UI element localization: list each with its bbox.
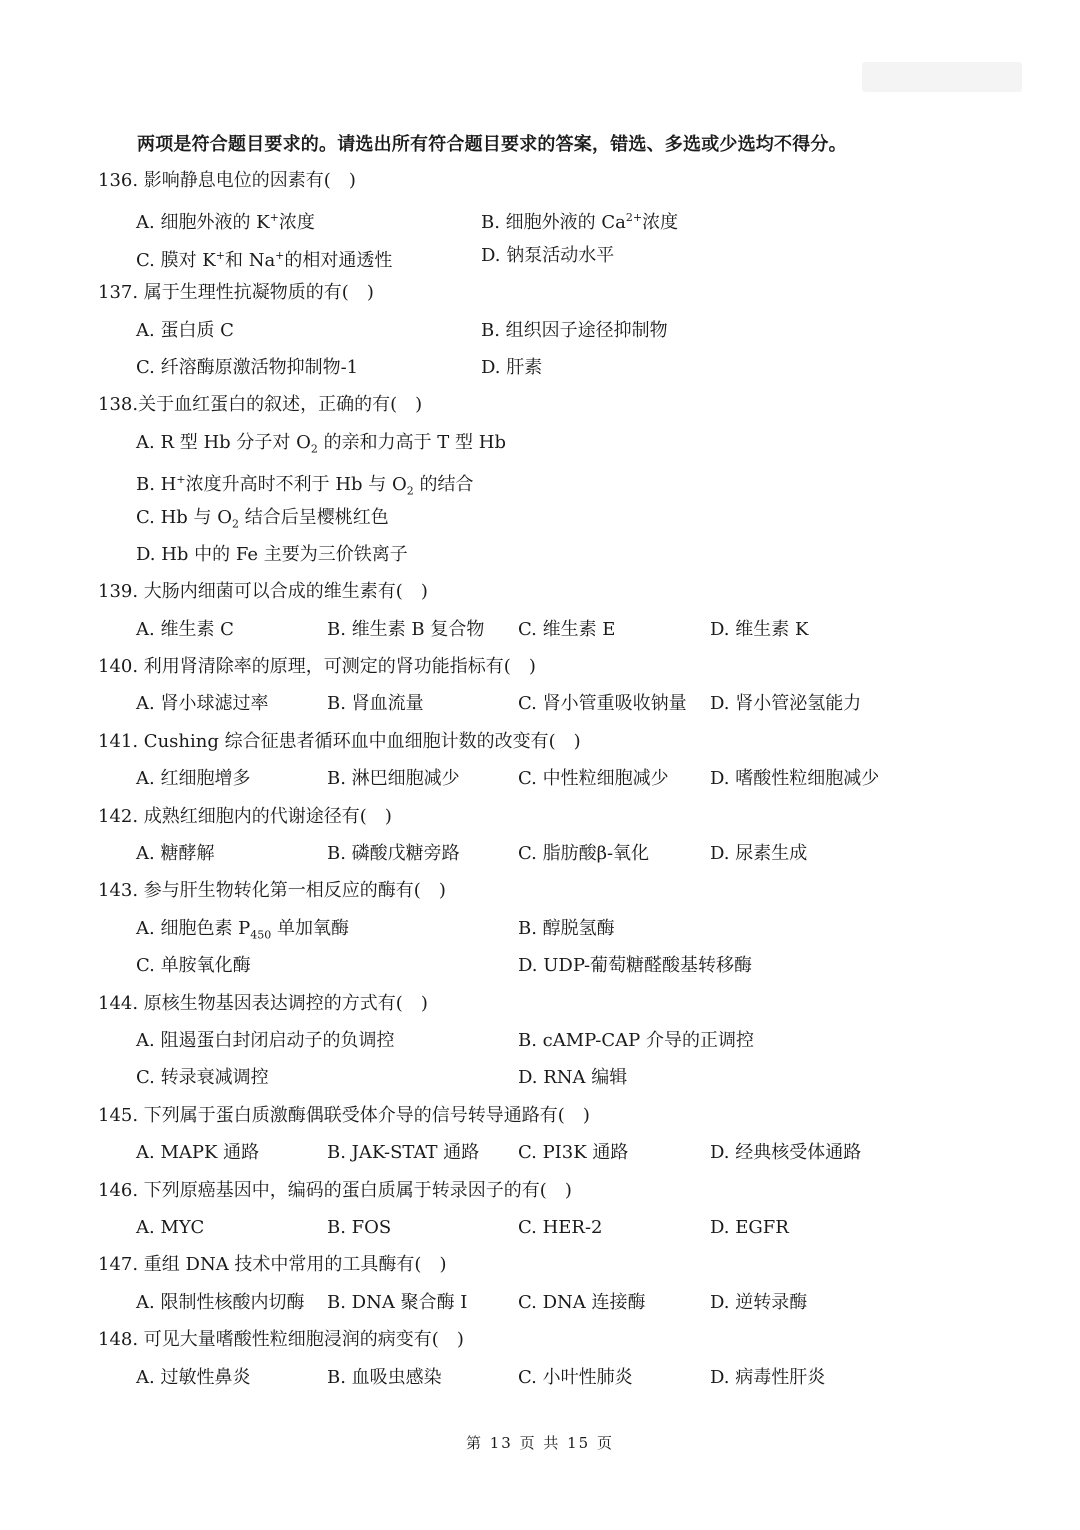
option-text-pre: C. 脂肪酸β-氧化 bbox=[518, 843, 650, 865]
option-text-pre: B. 磷酸戊糖旁路 bbox=[327, 843, 460, 865]
question-stem: 148. 可见大量嗜酸性粒细胞浸润的病变有( ) bbox=[98, 1329, 464, 1351]
option-text-post: 的相对通透性 bbox=[284, 249, 393, 271]
option-b bbox=[327, 1284, 467, 1321]
option-text-pre: D. 病毒性肝炎 bbox=[710, 1366, 826, 1388]
question-stem: 140. 利用肾清除率的原理，可测定的肾功能指标有( ) bbox=[98, 656, 536, 678]
option-text-mid: 浓度升高时不利于 Hb 与 O bbox=[185, 474, 407, 496]
option-text-pre: B. 醇脱氢酶 bbox=[518, 917, 615, 939]
option-c bbox=[518, 835, 649, 872]
question-block bbox=[98, 723, 998, 798]
option-a bbox=[136, 835, 214, 872]
option-text-sup: + bbox=[215, 248, 225, 262]
option-text-pre: A. 糖酵解 bbox=[136, 843, 215, 865]
question-stem: 147. 重组 DNA 技术中常用的工具酶有( ) bbox=[98, 1254, 447, 1276]
option-text-sub: 450 bbox=[250, 928, 272, 942]
option-text-pre: A. MAPK 通路 bbox=[136, 1142, 260, 1164]
option-c bbox=[136, 237, 392, 279]
option-d bbox=[710, 1284, 807, 1321]
option-text-pre: D. 经典核受体通路 bbox=[710, 1142, 862, 1164]
option-d bbox=[481, 349, 542, 386]
option-a bbox=[136, 1134, 259, 1171]
option-a bbox=[136, 611, 234, 648]
option-b bbox=[327, 1359, 442, 1396]
option-c bbox=[518, 1134, 628, 1171]
question-block bbox=[98, 386, 998, 573]
option-a bbox=[136, 685, 268, 722]
option-text-pre: B. 淋巴细胞减少 bbox=[327, 768, 460, 790]
question-stem: 145. 下列属于蛋白质激酶偶联受体介导的信号转导通路有( ) bbox=[98, 1104, 590, 1126]
question-stem: 137. 属于生理性抗凝物质的有( ) bbox=[98, 282, 374, 304]
option-text-post: 单加氧酶 bbox=[271, 917, 350, 939]
option-row bbox=[98, 312, 998, 349]
option-text-pre: D. 肾小管泌氢能力 bbox=[710, 693, 862, 715]
option-text-pre: A. 维生素 C bbox=[136, 618, 234, 640]
option-text-post: 结合后呈樱桃红色 bbox=[239, 506, 389, 528]
option-text-pre: D. UDP-葡萄糖醛酸基转移酶 bbox=[518, 955, 753, 977]
option-text-pre: C. PI3K 通路 bbox=[518, 1142, 629, 1164]
option-row bbox=[98, 910, 998, 947]
faint-watermark-area bbox=[862, 62, 1022, 92]
option-text-sub: 2 bbox=[310, 442, 318, 456]
question-block bbox=[98, 1097, 998, 1172]
option-text-pre: B. H bbox=[136, 474, 177, 496]
option-text-sup: + bbox=[269, 211, 279, 225]
option-text-sup2: + bbox=[275, 248, 285, 262]
option-text-pre: D. 尿素生成 bbox=[710, 843, 808, 865]
option-c bbox=[518, 611, 615, 648]
question-stem: 138.关于血红蛋白的叙述，正确的有( ) bbox=[98, 394, 423, 416]
option-text-pre: A. 限制性核酸内切酶 bbox=[136, 1291, 305, 1313]
option-b bbox=[327, 1134, 479, 1171]
option-text-sup: 2+ bbox=[625, 211, 643, 225]
option-d bbox=[136, 536, 408, 573]
option-text-pre: D. 嗜酸性粒细胞减少 bbox=[710, 768, 880, 790]
option-text-pre: D. EGFR bbox=[710, 1216, 789, 1238]
option-text-pre: C. 纤溶酶原激活物抑制物-1 bbox=[136, 356, 359, 378]
question-block bbox=[98, 985, 998, 1097]
question-block bbox=[98, 573, 998, 648]
option-text-post: 浓度 bbox=[642, 212, 679, 234]
option-text-pre: C. 维生素 E bbox=[518, 618, 616, 640]
option-text-pre: C. 膜对 K bbox=[136, 249, 216, 271]
option-b bbox=[518, 910, 615, 947]
option-c bbox=[518, 760, 669, 797]
question-block bbox=[98, 1172, 998, 1247]
option-text-mid: 和 Na bbox=[224, 249, 276, 271]
question-list bbox=[98, 162, 998, 1396]
option-c bbox=[136, 349, 358, 386]
option-b bbox=[327, 835, 460, 872]
option-c bbox=[518, 1284, 645, 1321]
option-c bbox=[136, 947, 251, 984]
question-stem: 144. 原核生物基因表达调控的方式有( ) bbox=[98, 992, 428, 1014]
option-text-post: 的亲和力高于 T 型 Hb bbox=[317, 431, 506, 453]
option-text-pre: A. R 型 Hb 分子对 O bbox=[136, 431, 311, 453]
option-text-pre: B. 细胞外液的 Ca bbox=[481, 212, 626, 234]
option-text-post: 浓度 bbox=[278, 212, 315, 234]
option-b bbox=[481, 199, 678, 241]
option-d bbox=[710, 760, 879, 797]
option-text-pre: C. Hb 与 O bbox=[136, 506, 232, 528]
option-row bbox=[98, 1059, 998, 1096]
option-d bbox=[710, 1134, 861, 1171]
option-text-pre: C. 转录衰减调控 bbox=[136, 1067, 269, 1089]
option-text-pre: A. 过敏性鼻炎 bbox=[136, 1366, 251, 1388]
option-a bbox=[136, 199, 315, 241]
option-a bbox=[136, 312, 234, 349]
option-a bbox=[136, 760, 250, 797]
option-text-pre: D. RNA 编辑 bbox=[518, 1067, 628, 1089]
option-row bbox=[98, 1209, 998, 1246]
option-text-pre: B. JAK-STAT 通路 bbox=[327, 1142, 480, 1164]
option-text-pre: B. FOS bbox=[327, 1216, 392, 1238]
option-text-pre: C. DNA 连接酶 bbox=[518, 1291, 646, 1313]
option-row bbox=[98, 1134, 998, 1171]
option-b bbox=[327, 611, 484, 648]
option-row bbox=[98, 835, 998, 872]
option-d bbox=[710, 611, 808, 648]
question-stem: 142. 成熟红细胞内的代谢途径有( ) bbox=[98, 805, 392, 827]
option-text-sup: + bbox=[176, 473, 186, 487]
option-row bbox=[98, 1022, 998, 1059]
option-row bbox=[98, 536, 998, 573]
option-text-pre: C. 中性粒细胞减少 bbox=[518, 768, 669, 790]
option-row bbox=[98, 685, 998, 722]
option-text-pre: C. HER-2 bbox=[518, 1216, 603, 1238]
question-block bbox=[98, 162, 998, 274]
option-row bbox=[98, 349, 998, 386]
option-text-pre: D. 维生素 K bbox=[710, 618, 809, 640]
option-text-pre: B. cAMP-CAP 介导的正调控 bbox=[518, 1029, 754, 1051]
option-c bbox=[518, 685, 687, 722]
option-a bbox=[136, 1359, 250, 1396]
option-row bbox=[98, 461, 998, 498]
option-c bbox=[518, 1209, 603, 1246]
question-stem: 143. 参与肝生物转化第一相反应的酶有( ) bbox=[98, 880, 446, 902]
option-row bbox=[98, 1284, 998, 1321]
option-text-pre: B. DNA 聚合酶 I bbox=[327, 1291, 468, 1313]
option-d bbox=[518, 947, 752, 984]
option-text-post: 的结合 bbox=[413, 474, 474, 496]
option-d bbox=[481, 237, 614, 274]
option-row bbox=[98, 237, 998, 274]
option-row bbox=[98, 611, 998, 648]
question-block bbox=[98, 872, 998, 984]
option-text-sub2: 2 bbox=[406, 484, 414, 498]
question-block bbox=[98, 274, 998, 386]
option-b bbox=[327, 760, 460, 797]
option-d bbox=[710, 835, 807, 872]
question-stem: 146. 下列原癌基因中，编码的蛋白质属于转录因子的有( ) bbox=[98, 1179, 572, 1201]
option-text-pre: C. 小叶性肺炎 bbox=[518, 1366, 633, 1388]
option-row bbox=[98, 499, 998, 536]
option-a bbox=[136, 1209, 204, 1246]
question-block bbox=[98, 648, 998, 723]
option-text-pre: C. 肾小管重吸收钠量 bbox=[518, 693, 687, 715]
option-text-pre: A. 红细胞增多 bbox=[136, 768, 251, 790]
option-text-pre: A. 肾小球滤过率 bbox=[136, 693, 269, 715]
option-row bbox=[98, 760, 998, 797]
option-c bbox=[518, 1359, 633, 1396]
option-b bbox=[518, 1022, 754, 1059]
option-b bbox=[327, 685, 424, 722]
option-d bbox=[710, 1209, 789, 1246]
page-footer: 第 13 页 共 15 页 bbox=[465, 1434, 614, 1452]
option-text-pre: D. 逆转录酶 bbox=[710, 1291, 808, 1313]
option-a bbox=[136, 1022, 394, 1059]
option-text-pre: B. 血吸虫感染 bbox=[327, 1366, 442, 1388]
question-block bbox=[98, 1321, 998, 1396]
option-text-pre: B. 肾血流量 bbox=[327, 693, 424, 715]
option-d bbox=[710, 1359, 825, 1396]
option-row bbox=[98, 947, 998, 984]
option-text-pre: A. 细胞外液的 K bbox=[136, 212, 270, 234]
option-c bbox=[136, 1059, 269, 1096]
question-stem: 141. Cushing 综合征患者循环血中血细胞计数的改变有( ) bbox=[98, 730, 581, 752]
section-instruction: 两项是符合题目要求的。请选出所有符合题目要求的答案，错选、多选或少选均不得分。 bbox=[137, 134, 847, 155]
option-text-pre: A. 蛋白质 C bbox=[136, 319, 234, 341]
question-block bbox=[98, 798, 998, 873]
option-text-pre: D. Hb 中的 Fe 主要为三价铁离子 bbox=[136, 543, 408, 565]
option-d bbox=[518, 1059, 627, 1096]
question-stem: 139. 大肠内细菌可以合成的维生素有( ) bbox=[98, 581, 428, 603]
option-text-pre: A. 细胞色素 P bbox=[136, 917, 251, 939]
option-text-pre: A. MYC bbox=[136, 1216, 205, 1238]
option-text-pre: D. 钠泵活动水平 bbox=[481, 244, 615, 266]
option-b bbox=[327, 1209, 391, 1246]
option-d bbox=[710, 685, 861, 722]
option-text-pre: C. 单胺氧化酶 bbox=[136, 955, 251, 977]
option-text-pre: B. 维生素 B 复合物 bbox=[327, 618, 485, 640]
option-row bbox=[98, 424, 998, 461]
question-stem: 136. 影响静息电位的因素有( ) bbox=[98, 170, 356, 191]
option-a bbox=[136, 1284, 304, 1321]
question-block bbox=[98, 1246, 998, 1321]
option-row bbox=[98, 1359, 998, 1396]
option-text-sub: 2 bbox=[232, 517, 239, 531]
option-text-pre: D. 肝素 bbox=[481, 356, 543, 378]
option-text-pre: A. 阻遏蛋白封闭启动子的负调控 bbox=[136, 1029, 395, 1051]
option-text-pre: B. 组织因子途径抑制物 bbox=[481, 319, 668, 341]
option-row bbox=[98, 199, 998, 236]
option-b bbox=[481, 312, 668, 349]
